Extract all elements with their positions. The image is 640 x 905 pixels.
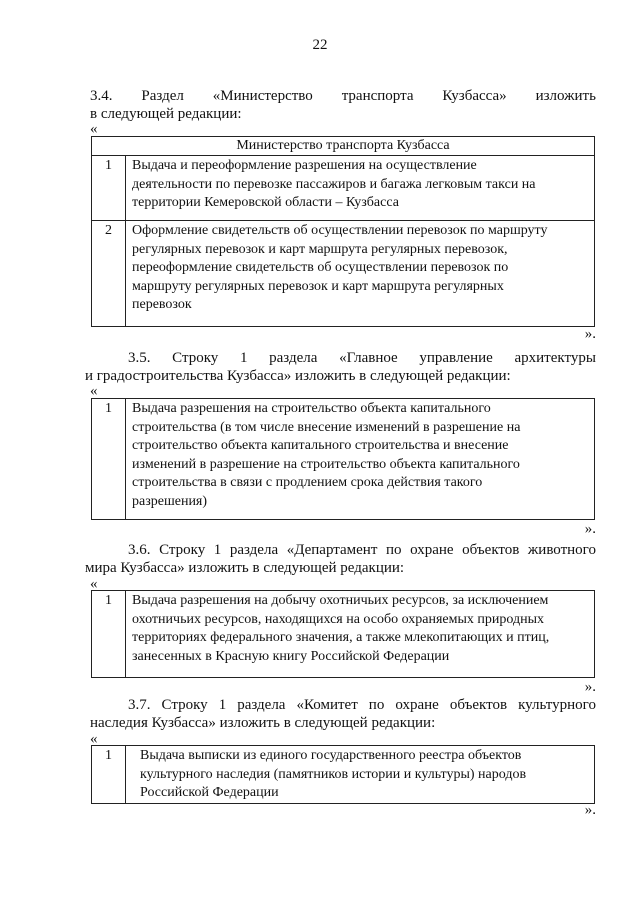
row-text	[126, 156, 595, 221]
word: транспорта	[341, 88, 414, 104]
text-line: занесенных в Красную книгу Российской Федерации	[132, 648, 450, 664]
table-ministry-transport	[91, 136, 595, 327]
text-line: регулярных перевозок и карт маршрута регулярных перевозок,	[132, 241, 508, 257]
intro-line-2: и градостроительства Кузбасса» изложить в следующей редакции:	[85, 368, 511, 384]
intro-line-2: в следующей редакции:	[90, 106, 242, 122]
text-line: Российской Федерации	[140, 785, 279, 800]
word: 1	[218, 697, 227, 713]
word: Кузбасса»	[442, 88, 507, 104]
text-line: разрешения)	[132, 493, 208, 509]
text-line: Выдача разрешения на строительство объекта капитального	[132, 401, 491, 416]
word: «Департамент	[286, 542, 378, 558]
word: по	[368, 697, 385, 713]
word: по	[385, 542, 402, 558]
table-row	[92, 746, 595, 804]
row-number: 1	[92, 156, 126, 221]
row-number: 1	[92, 399, 126, 520]
page-number: 22	[312, 37, 328, 53]
section-3-4-intro	[90, 87, 596, 123]
word: 1	[239, 350, 248, 366]
text-line: территориях федерального значения, а также млекопитающих и птиц,	[132, 630, 550, 645]
word: раздела	[269, 350, 318, 366]
word: 3.7.	[128, 697, 151, 713]
row-number: 1	[92, 746, 126, 804]
text-line: строительства (в том числе внесение изменений в разрешение на	[132, 419, 521, 435]
word: культурного	[518, 697, 596, 713]
close-quote: ».	[584, 679, 596, 695]
word: объектов	[462, 542, 520, 558]
text-line: деятельности по перевозке пассажиров и багажа легковым такси на	[132, 176, 536, 192]
open-quote: «	[90, 731, 98, 747]
intro-line-1	[90, 87, 596, 105]
text-line: Выдача разрешения на добычу охотничьих ресурсов, за исключением	[132, 593, 549, 608]
close-quote: ».	[584, 326, 596, 342]
row-text	[126, 591, 595, 678]
table-header: Министерство транспорта Кузбасса	[92, 137, 595, 156]
section-3-7-intro	[90, 696, 596, 732]
word: 3.4.	[90, 88, 113, 104]
table-architecture	[91, 398, 595, 520]
word: 3.5.	[128, 350, 151, 366]
word: Раздел	[141, 88, 184, 104]
table-cultural-heritage	[91, 745, 595, 804]
word: «Министерство	[212, 88, 313, 104]
word: изложить	[535, 88, 596, 104]
row-number: 2	[92, 221, 126, 327]
text-line: строительство объекта капитального строительства и внесение	[132, 438, 509, 453]
text-line: маршруту регулярных перевозок и карт маршрута регулярных	[132, 278, 504, 294]
word: управление	[419, 350, 493, 366]
open-quote: «	[90, 121, 98, 137]
intro-line-2: наследия Кузбасса» изложить в следующей редакции:	[90, 715, 436, 731]
text-line: культурного наследия (памятников истории и культуры) народов	[140, 766, 527, 782]
open-quote: «	[90, 383, 98, 399]
table-row	[92, 591, 595, 678]
word: Строку	[159, 542, 206, 558]
open-quote: «	[90, 576, 98, 592]
text-line: охотничьих ресурсов, находящихся на особо охраняемых природных	[132, 611, 544, 627]
table-header-row	[92, 137, 595, 156]
row-text	[126, 399, 595, 520]
intro-line-1	[90, 541, 596, 559]
word: объектов	[449, 697, 508, 713]
intro-line-1	[90, 349, 596, 367]
row-text	[126, 746, 595, 804]
table-wildlife	[91, 590, 595, 678]
word: «Главное	[339, 350, 398, 366]
close-quote: ».	[584, 802, 596, 818]
text-line: перевозок	[132, 297, 192, 312]
section-3-5-intro	[85, 349, 596, 385]
word: Строку	[161, 697, 208, 713]
word: животного	[527, 542, 596, 558]
word: охране	[410, 542, 454, 558]
text-line: строительства в связи с продлением срока действия такого	[132, 475, 483, 490]
table-row	[92, 156, 595, 221]
word: архитектуры	[514, 350, 596, 366]
text-line: переоформление свидетельств об осуществлении перевозок по	[132, 260, 509, 275]
word: охране	[395, 697, 439, 713]
text-line: Оформление свидетельств об осуществлении перевозок по маршруту	[132, 223, 548, 238]
word: 3.6.	[128, 542, 151, 558]
text-line: Выдача и переоформление разрешения на осуществление	[132, 158, 477, 173]
text-line: Выдача выписки из единого государственного реестра объектов	[140, 748, 522, 763]
intro-line-2: мира Кузбасса» изложить в следующей редакции:	[85, 560, 405, 576]
text-line: территории Кемеровской области – Кузбасса	[132, 195, 399, 210]
table-row	[92, 399, 595, 520]
row-text	[126, 221, 595, 327]
word: Строку	[172, 350, 219, 366]
text-line: изменений в разрешение на строительство объекта капитального	[132, 456, 520, 472]
close-quote: ».	[584, 521, 596, 537]
word: «Комитет	[296, 697, 358, 713]
section-3-6-intro	[85, 541, 596, 577]
word: 1	[213, 542, 222, 558]
word: раздела	[229, 542, 279, 558]
row-number: 1	[92, 591, 126, 678]
word: раздела	[237, 697, 286, 713]
table-row	[92, 221, 595, 327]
intro-line-1	[90, 696, 596, 714]
